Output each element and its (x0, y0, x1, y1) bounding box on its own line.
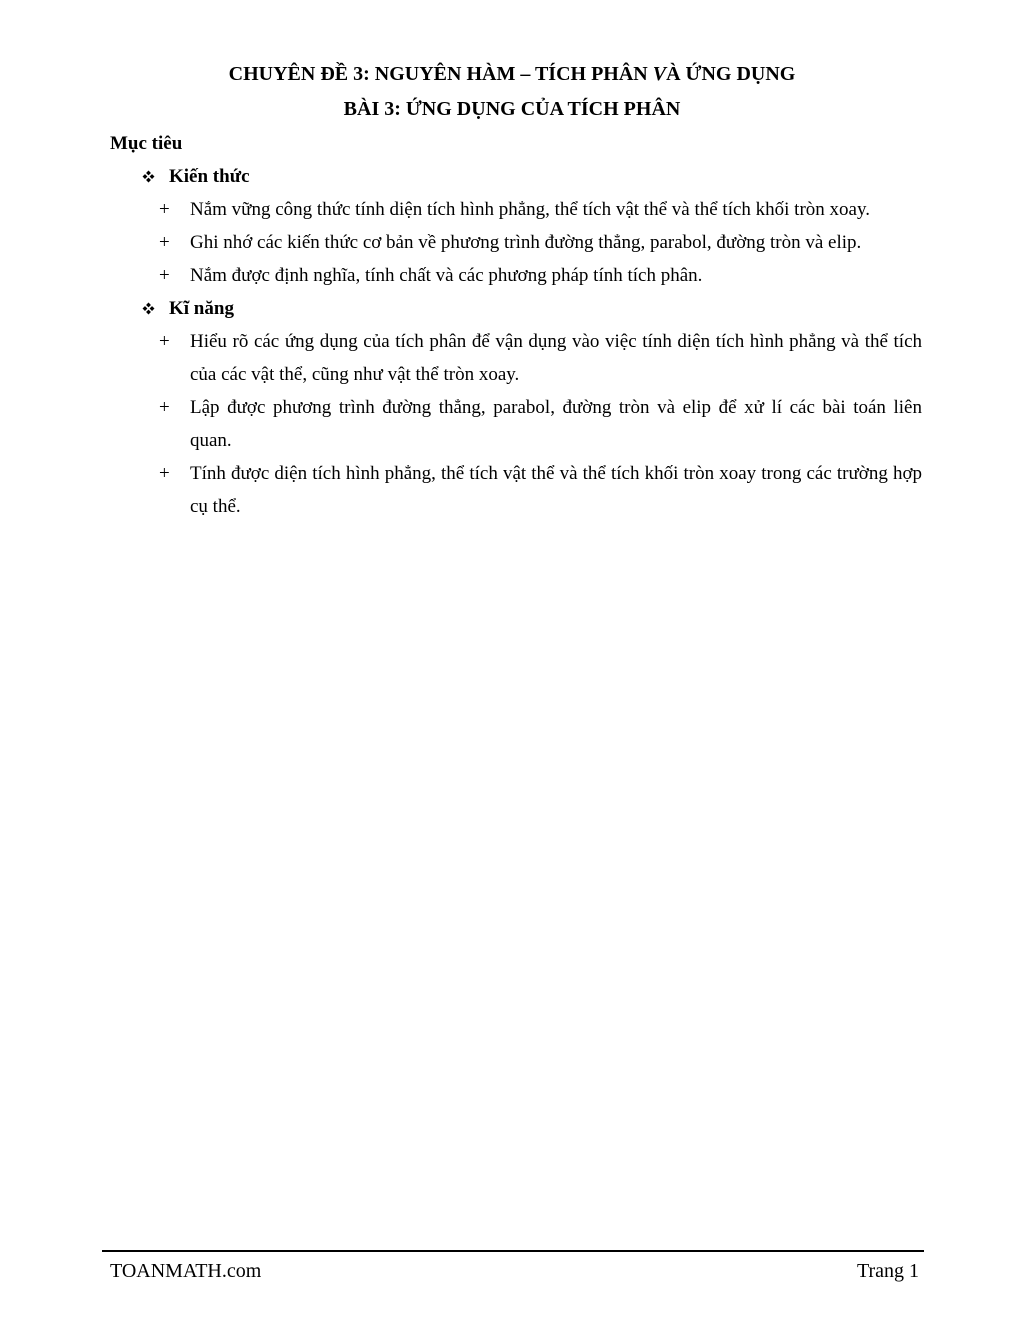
item-text-line: Hiểu rõ các ứng dụng của tích phân để vận dụng vào việc tính diện tích hình phẳng và thể tích (190, 331, 922, 352)
title-line-2: BÀI 3: ỨNG DỤNG CỦA TÍCH PHÂN (343, 98, 681, 120)
footer-page-number: Trang 1 (856, 1260, 919, 1282)
item-text-line: Lập được phương trình đường thẳng, parabol, đường tròn và elip để xử lí các bài toán liên (190, 397, 922, 418)
plus-bullet: + (159, 265, 170, 286)
plus-bullet: + (159, 463, 170, 484)
plus-bullet: + (159, 397, 170, 418)
item-text: Nắm vững công thức tính diện tích hình phẳng, thể tích vật thể và thể tích khối tròn xoay. (190, 199, 870, 220)
section-heading-kien-thuc (110, 160, 922, 193)
title-line-1-suffix: À ỨNG DỤNG (666, 63, 796, 85)
list-item (110, 457, 922, 523)
footer-site-name: TOANMATH.com (110, 1260, 262, 1282)
title-line-1-text: CHUYÊN ĐỀ 3: NGUYÊN HÀM – TÍCH PHÂN (228, 63, 653, 85)
item-text-line: quan. (190, 430, 232, 451)
list-item (110, 391, 922, 457)
document-title (0, 57, 1024, 127)
title-line-1 (0, 57, 1024, 92)
title-line-1-italic-v: V (652, 63, 667, 85)
list-item (110, 226, 922, 259)
page-footer (102, 1250, 924, 1283)
diamond-bullet-icon (142, 160, 169, 193)
item-text-line: của các vật thể, cũng như vật thể tròn xoay. (190, 364, 520, 385)
diamond-bullet-icon (142, 292, 169, 325)
item-text: Ghi nhớ các kiến thức cơ bản về phương trình đường thẳng, parabol, đường tròn và elip. (190, 232, 862, 253)
section-heading-ki-nang (110, 292, 922, 325)
objectives-heading: Mục tiêu (110, 133, 183, 154)
list-item (110, 193, 922, 226)
list-item (110, 325, 922, 391)
section-title: Kiến thức (169, 166, 250, 187)
item-text: Nắm được định nghĩa, tính chất và các phương pháp tính tích phân. (190, 265, 703, 286)
item-text-line: cụ thể. (190, 496, 241, 517)
list-item (110, 259, 922, 292)
plus-bullet: + (159, 331, 170, 352)
item-text-line: Tính được diện tích hình phẳng, thể tích vật thể và thể tích khối tròn xoay trong các trường hợp (190, 463, 922, 484)
section-title: Kĩ năng (169, 298, 234, 319)
plus-bullet: + (159, 199, 170, 220)
plus-bullet: + (159, 232, 170, 253)
document-body (110, 127, 922, 523)
